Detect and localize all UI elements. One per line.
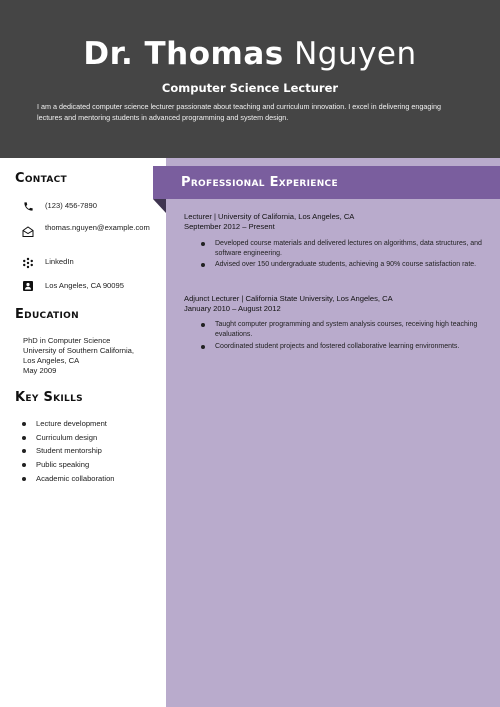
- education-date: May 2009: [23, 366, 57, 375]
- bullet-icon: [22, 422, 26, 426]
- bullet-icon: [201, 242, 205, 246]
- skills-heading: Key Skills: [15, 390, 83, 405]
- job-1-title: Lecturer | University of California, Los Angeles, CA: [184, 212, 355, 221]
- linkedin-link[interactable]: LinkedIn: [45, 257, 74, 266]
- phone-text: (123) 456-7890: [45, 201, 97, 210]
- job-title-heading: Computer Science Lecturer: [161, 81, 339, 95]
- location-icon: [22, 280, 34, 292]
- email-icon: [22, 226, 34, 238]
- bullet-icon: [201, 323, 205, 327]
- profile-summary: I am a dedicated computer science lecturer passionate about teaching and curriculum innovation. I excel in delivering engaging lectures and mentoring students in advanced programming and system design.: [37, 102, 441, 122]
- education-degree: PhD in Computer Science: [23, 336, 111, 345]
- linkedin-icon: [22, 257, 34, 269]
- bullet-icon: [22, 449, 26, 453]
- bullet-icon: [22, 463, 26, 467]
- contact-heading: Contact: [15, 171, 67, 186]
- last-name: Nguyen: [294, 36, 417, 72]
- email-text[interactable]: thomas.nguyen@example.com: [45, 223, 150, 232]
- education-school: University of Southern California,: [23, 346, 135, 355]
- job-2-dates: January 2010 – August 2012: [184, 304, 281, 313]
- first-name: Dr. Thomas: [83, 36, 284, 72]
- bullet-icon: [22, 477, 26, 481]
- bullet-icon: [201, 345, 205, 349]
- job-2-title: Adjunct Lecturer | California State University, Los Angeles, CA: [184, 294, 393, 303]
- education-heading: Education: [15, 307, 79, 322]
- bullet-icon: [22, 436, 26, 440]
- education-location: Los Angeles, CA: [23, 356, 80, 365]
- phone-icon: [22, 200, 34, 212]
- job-1-dates: September 2012 – Present: [184, 222, 275, 231]
- experience-heading: Professional Experience: [153, 166, 500, 199]
- location-text: Los Angeles, CA 90095: [45, 281, 124, 290]
- header-banner: [0, 0, 500, 158]
- candidate-name: [0, 34, 500, 74]
- bullet-icon: [201, 263, 205, 267]
